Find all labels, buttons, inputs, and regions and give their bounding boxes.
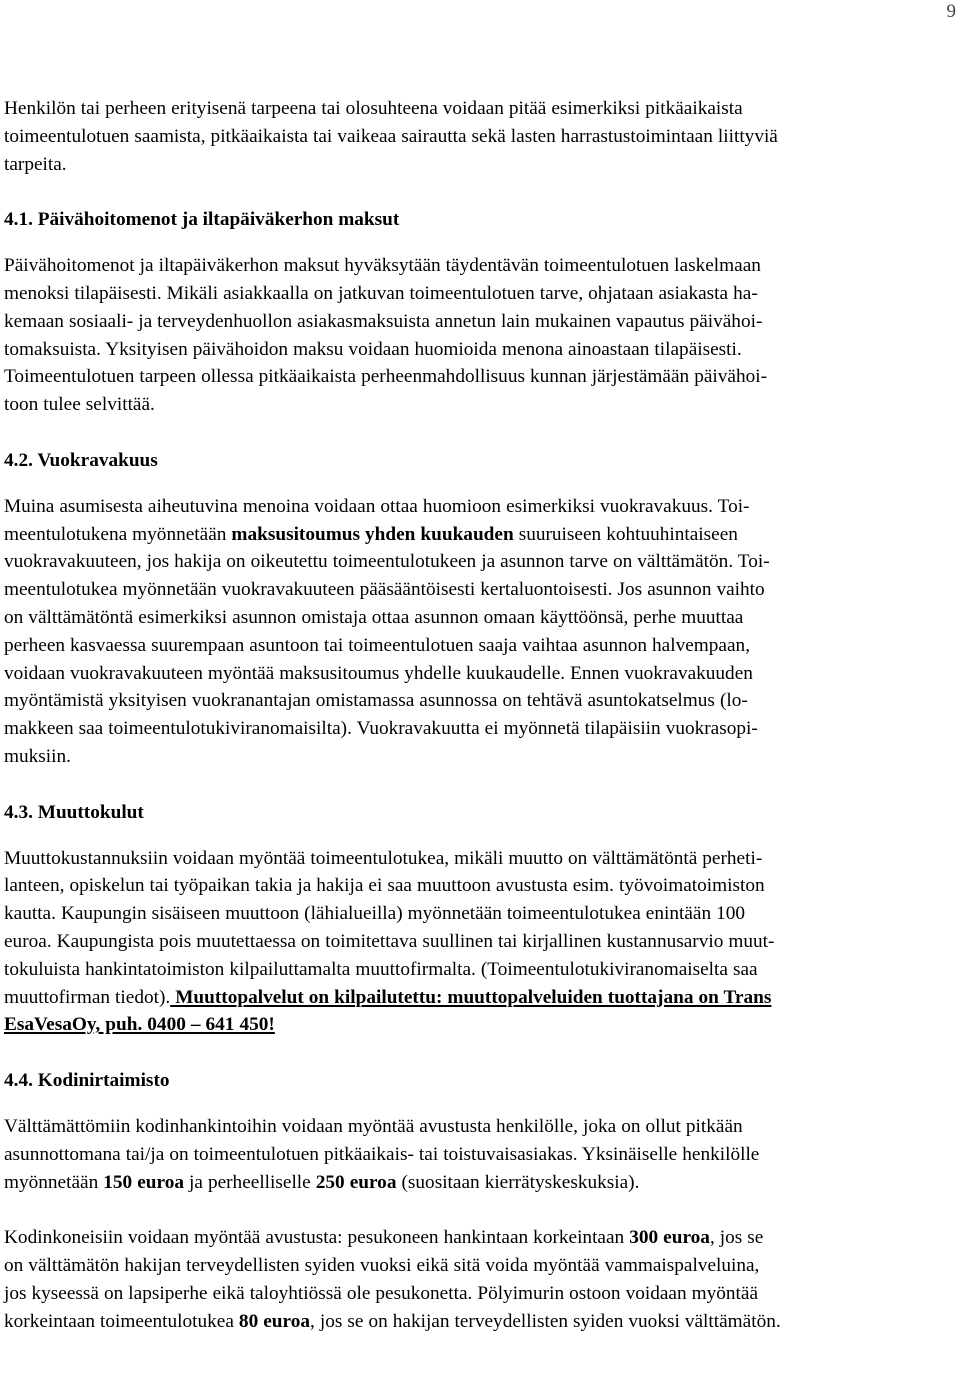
- text-line: vuokravakuuteen, jos hakija on oikeutettu toimeentulotukeen ja asunnon tarve on välttämätön. Toi-: [4, 551, 770, 573]
- text-line: kautta. Kaupungin sisäiseen muuttoon (lähialueilla) myönnetään toimeentulotukea enintään 100: [4, 903, 746, 925]
- text-line: Toimeentulotuen tarpeen ollessa pitkäaikaista perheenmahdollisuus kunnan järjestämään päivähoi-: [4, 366, 768, 388]
- text-line: tomaksuista. Yksityisen päivähoidon maksu voidaan huomioida menona ainoastaan tilapäisesti.: [4, 338, 742, 360]
- intro-paragraph: [4, 95, 954, 178]
- text-line: Muuttokustannuksiin voidaan myöntää toimeentulotukea, mikäli muutto on välttämätöntä perheti-: [4, 847, 763, 869]
- text-line: perheen kasvaessa suurempaan asuntoon tai toimeentulotuen saaja vaihtaa asunnon halvempaan,: [4, 634, 751, 656]
- text-line: Muina asumisesta aiheutuvina menoina voidaan ottaa huomioon esimerkiksi vuokravakuus. Toi-: [4, 495, 750, 517]
- text-line: , jos se: [709, 1227, 764, 1249]
- moving-service-notice: Muuttopalvelut on kilpailutettu: muuttopalveluiden tuottajana on Trans: [170, 986, 772, 1008]
- text-line: tokuluista hankintatoimiston kilpailuttamalta muuttofirmalta. (Toimeentulotukiviranomaiselta saa: [4, 958, 758, 980]
- text-line: on välttämätön hakijan terveydellisten syiden vuoksi eikä sitä voida myöntää vammaispalveluina,: [4, 1255, 760, 1277]
- amount-family: 250 euroa: [315, 1171, 397, 1193]
- text-line: myöntämistä yksityisen vuokranantajan omistamassa asunnossa on tehtävä asuntokatselmus (lo-: [4, 690, 748, 712]
- text-line: muksiin.: [4, 745, 71, 767]
- text-line: korkeintaan toimeentulotukea: [4, 1310, 239, 1332]
- text-line: myönnetään: [4, 1171, 104, 1193]
- text-line: toon tulee selvittää.: [4, 394, 155, 416]
- text-line: on välttämätöntä esimerkiksi asunnon omistaja ottaa asunnon omaan käyttöönsä, perhe muuttaa: [4, 606, 744, 628]
- text-line: Henkilön tai perheen erityisenä tarpeena tai olosuhteena voidaan pitää esimerkiksi pitkäaikaista: [4, 98, 743, 119]
- text-line: tarpeita.: [4, 153, 67, 175]
- text-line: suuruiseen kohtuuhintaiseen: [513, 523, 738, 545]
- section-heading-4-1: 4.1. Päivähoitomenot ja iltapäiväkerhon maksut: [4, 209, 400, 231]
- section-heading-4-4: 4.4. Kodinirtaimisto: [4, 1070, 170, 1092]
- text-line: lanteen, opiskelun tai työpaikan takia ja hakija ei saa muuttoon avustusta esim. työvoimatoimiston: [4, 875, 765, 897]
- text-line: meentulotukena myönnetään: [4, 523, 232, 545]
- section-4-1-paragraph: [4, 252, 954, 419]
- text-line: menoksi tilapäisesti. Mikäli asiakkaalla on jatkuvan toimeentulotuen tarve, ohjataan asiakasta ha-: [4, 282, 758, 304]
- page-number: 9: [946, 1, 956, 22]
- section-4-4-paragraph-1: [4, 1113, 954, 1196]
- text-line: Kodinkoneisiin voidaan myöntää avustusta: pesukoneen hankintaan korkeintaan: [4, 1227, 630, 1249]
- text-line: Välttämättömiin kodinhankintoihin voidaan myöntää avustusta henkilölle, joka on ollut pitkään: [4, 1115, 743, 1137]
- text-line: (suositaan kierrätyskeskuksia).: [396, 1171, 640, 1193]
- amount-vacuum: 80 euroa: [238, 1310, 310, 1332]
- section-heading-4-2: 4.2. Vuokravakuus: [4, 449, 158, 471]
- moving-service-contact: EsaVesaOy, puh. 0400 – 641 450!: [4, 1014, 275, 1036]
- text-line: makkeen saa toimeentulotukiviranomaisilta). Vuokravakuutta ei myönnetä tilapäisiin vuokrasopi-: [4, 718, 758, 740]
- text-line: asunnottomana tai/ja on toimeentulotuen pitkäaikais- tai toistuvaisasiakas. Yksinäiselle henkilölle: [4, 1143, 760, 1165]
- document-body: [4, 95, 954, 1335]
- text-line: muuttofirman tiedot).: [4, 986, 171, 1008]
- amount-washing-machine: 300 euroa: [629, 1227, 710, 1249]
- section-4-4-paragraph-2: [4, 1224, 954, 1335]
- text-line: , jos se on hakijan terveydellisten syiden vuoksi välttämätön.: [310, 1310, 781, 1332]
- text-line: voidaan vuokravakuuteen myöntää maksusitoumus yhdelle kuukaudelle. Ennen vuokravakuuden: [4, 662, 753, 684]
- text-line: Päivähoitomenot ja iltapäiväkerhon maksut hyväksytään täydentävän toimeentulotuen laskelmaan: [4, 255, 761, 277]
- text-line: kemaan sosiaali- ja terveydenhuollon asiakasmaksuista annetun lain mukainen vapautus päivähoi-: [4, 310, 763, 332]
- section-heading-4-3: 4.3. Muuttokulut: [4, 801, 144, 823]
- section-4-3-paragraph: [4, 845, 954, 1040]
- emphasis-text: maksusitoumus yhden kuukauden: [231, 523, 514, 545]
- text-line: euroa. Kaupungista pois muutettaessa on toimitettava suullinen tai kirjallinen kustannusarvio muut-: [4, 930, 775, 952]
- text-line: meentulotukea myönnetään vuokravakuuteen pääsääntöisesti kertaluontoisesti. Jos asunnon vaihto: [4, 579, 765, 601]
- section-4-2-paragraph: [4, 493, 954, 771]
- amount-single: 150 euroa: [103, 1171, 184, 1193]
- text-line: jos kyseessä on lapsiperhe eikä taloyhtiössä ole pesukonetta. Pölyimurin ostoon voidaan myöntää: [4, 1282, 759, 1304]
- text-line: toimeentulotuen saamista, pitkäaikaista tai vaikeaa sairautta sekä lasten harrastustoimintaan liittyviä: [4, 125, 778, 147]
- text-line: ja perheelliselle: [183, 1171, 316, 1193]
